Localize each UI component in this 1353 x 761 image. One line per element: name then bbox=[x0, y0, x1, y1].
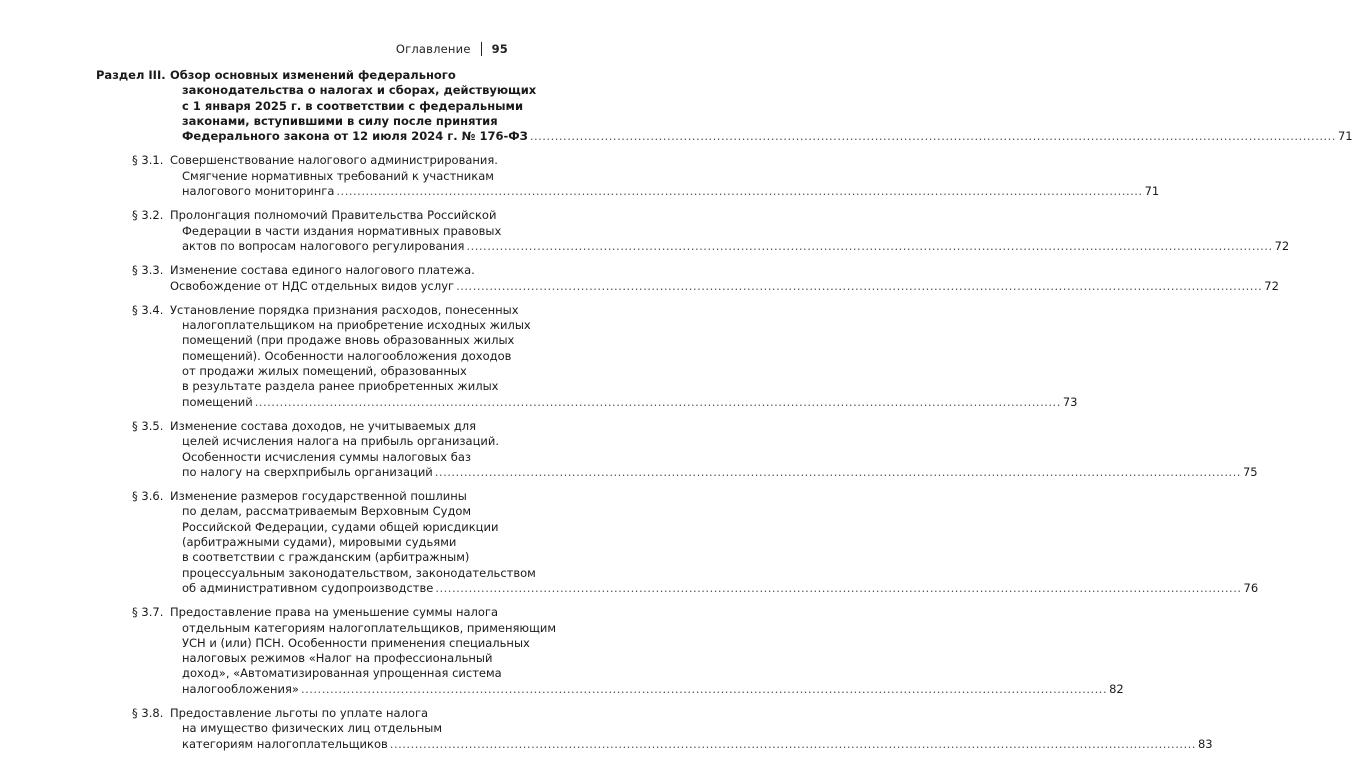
toc-line: целей исчисления налога на прибыль организаций. bbox=[182, 434, 500, 449]
toc-line bbox=[170, 465, 1258, 480]
toc-entry-label: Раздел III. bbox=[96, 68, 166, 82]
toc-line: Изменение состава доходов, не учитываемых для bbox=[170, 418, 477, 433]
toc-entry-3-6 bbox=[96, 489, 1259, 596]
toc-line-text: категориям налогоплательщиков bbox=[182, 736, 388, 751]
page-number: 95 bbox=[491, 42, 508, 56]
toc-line: процессуальным законодательством, законодательством bbox=[182, 565, 536, 580]
toc-entry-label: § 3.5. bbox=[132, 418, 164, 433]
toc-line: Изменение состава единого налогового платежа. bbox=[170, 263, 475, 278]
toc-line: Совершенствование налогового администрирования. bbox=[170, 153, 498, 168]
toc-page-number: 71 bbox=[1144, 184, 1160, 199]
toc-line bbox=[170, 129, 1353, 144]
toc-entry-label: § 3.8. bbox=[132, 705, 164, 720]
toc-entry-3-5 bbox=[96, 418, 1258, 480]
toc-line: помещений). Особенности налогообложения доходов bbox=[182, 348, 512, 363]
toc-line: Российской Федерации, судами общей юрисдикции bbox=[182, 519, 499, 534]
toc-line-text: Освобождение от НДС отдельных видов услуг bbox=[170, 278, 455, 293]
toc-entry-3-1 bbox=[96, 153, 1160, 199]
toc-line-text: Федерального закона от 12 июля 2024 г. № 176-ФЗ bbox=[182, 129, 528, 144]
toc-line bbox=[170, 395, 1078, 410]
toc-page-number: 82 bbox=[1109, 681, 1124, 696]
toc-line: законами, вступившими в силу после принятия bbox=[182, 113, 498, 128]
toc-line-text: налогового мониторинга bbox=[182, 184, 335, 199]
toc-entry-label: § 3.2. bbox=[132, 208, 164, 223]
toc-entry-3-8 bbox=[96, 705, 1213, 752]
toc-page-number: 72 bbox=[1264, 278, 1279, 293]
toc-line bbox=[170, 184, 1159, 199]
dot-leader bbox=[301, 682, 1107, 697]
toc-line: доход», «Автоматизированная упрощенная система bbox=[182, 666, 502, 681]
toc-line bbox=[170, 239, 1289, 254]
toc-line: помещений (при продаже вновь образованных жилых bbox=[182, 333, 515, 348]
toc-line-text: актов по вопросам налогового регулирования bbox=[182, 238, 465, 253]
dot-leader bbox=[435, 581, 1241, 596]
dot-leader bbox=[530, 129, 1336, 144]
toc-entry-title bbox=[170, 303, 1078, 410]
dot-leader bbox=[456, 279, 1262, 294]
toc-entry-title bbox=[170, 153, 1159, 199]
toc-entry-3-2 bbox=[96, 208, 1290, 254]
dot-leader bbox=[466, 239, 1272, 254]
toc-page-number: 71 bbox=[1337, 129, 1353, 144]
dot-leader bbox=[390, 737, 1196, 752]
toc-page-number: 83 bbox=[1197, 736, 1213, 751]
toc-line: УСН и (или) ПСН. Особенности применения специальных bbox=[182, 635, 530, 650]
toc-page-number: 73 bbox=[1062, 394, 1078, 409]
dot-leader bbox=[336, 184, 1142, 199]
toc-entry-label: § 3.6. bbox=[132, 489, 164, 504]
toc-entry-3-4 bbox=[96, 302, 1078, 410]
toc-entry-label: § 3.1. bbox=[132, 153, 164, 168]
toc-line: Предоставление права на уменьшение суммы налога bbox=[170, 605, 499, 620]
toc-line: отдельным категориям налогоплательщиков, применяющим bbox=[182, 620, 557, 635]
toc-line: Смягчение нормативных требований к участникам bbox=[182, 168, 494, 183]
toc-entry-label: § 3.7. bbox=[132, 605, 164, 620]
toc-page-number: 76 bbox=[1243, 580, 1259, 595]
toc-entry-title bbox=[170, 263, 1279, 294]
header-divider bbox=[481, 42, 482, 56]
table-of-contents bbox=[96, 68, 1353, 761]
toc-line: налоговых режимов «Налог на профессиональный bbox=[182, 651, 493, 666]
toc-page-number: 72 bbox=[1274, 238, 1290, 253]
dot-leader bbox=[435, 465, 1241, 480]
toc-line: на имущество физических лиц отдельным bbox=[182, 721, 443, 736]
toc-entry-3-7 bbox=[96, 605, 1124, 697]
toc-entry-title bbox=[170, 68, 1353, 144]
toc-line bbox=[170, 581, 1258, 596]
toc-line: с 1 января 2025 г. в соответствии с федеральными bbox=[182, 98, 523, 113]
toc-entry-title bbox=[170, 605, 1124, 697]
toc-line: Пролонгация полномочий Правительства Российской bbox=[170, 208, 497, 223]
toc-line: в соответствии с гражданским (арбитражным) bbox=[182, 550, 470, 565]
toc-line-text: налогообложения» bbox=[182, 681, 299, 696]
toc-entry-title bbox=[170, 489, 1258, 596]
toc-line-text: по налогу на сверхприбыль организаций bbox=[182, 464, 433, 479]
toc-line: по делам, рассматриваемым Верховным Судом bbox=[182, 504, 472, 519]
toc-line: Обзор основных изменений федерального bbox=[170, 68, 456, 82]
toc-line: (арбитражными судами), мировыми судьями bbox=[182, 535, 457, 550]
toc-line: Установление порядка признания расходов, понесенных bbox=[170, 302, 519, 317]
toc-entry-title bbox=[170, 706, 1213, 752]
toc-line: Федерации в части издания нормативных правовых bbox=[182, 223, 502, 238]
toc-entry-label: § 3.3. bbox=[132, 263, 164, 278]
header-title: Оглавление bbox=[395, 42, 471, 56]
toc-line bbox=[170, 682, 1124, 697]
toc-entry-section-3 bbox=[96, 68, 1353, 144]
toc-entry-3-3 bbox=[96, 263, 1279, 294]
toc-line: налогоплательщиком на приобретение исходных жилых bbox=[182, 318, 531, 333]
toc-line: в результате раздела ранее приобретенных жилых bbox=[182, 379, 499, 394]
toc-line bbox=[170, 279, 1279, 294]
toc-page-number: 75 bbox=[1242, 464, 1258, 479]
toc-entry-label: § 3.4. bbox=[132, 302, 164, 317]
toc-line bbox=[170, 737, 1213, 752]
toc-line: Предоставление льготы по уплате налога bbox=[170, 705, 429, 720]
toc-line: Изменение размеров государственной пошлины bbox=[170, 489, 467, 504]
dot-leader bbox=[255, 395, 1061, 410]
toc-line: Особенности исчисления суммы налоговых баз bbox=[182, 449, 471, 464]
toc-line-text: об административном судопроизводстве bbox=[182, 580, 434, 595]
toc-entry-title bbox=[170, 208, 1289, 254]
toc-line-text: помещений bbox=[182, 394, 253, 409]
toc-line: от продажи жилых помещений, образованных bbox=[182, 364, 467, 379]
toc-line: законодательства о налогах и сборах, действующих bbox=[182, 83, 537, 98]
toc-entry-title bbox=[170, 419, 1258, 480]
running-header bbox=[396, 42, 508, 56]
